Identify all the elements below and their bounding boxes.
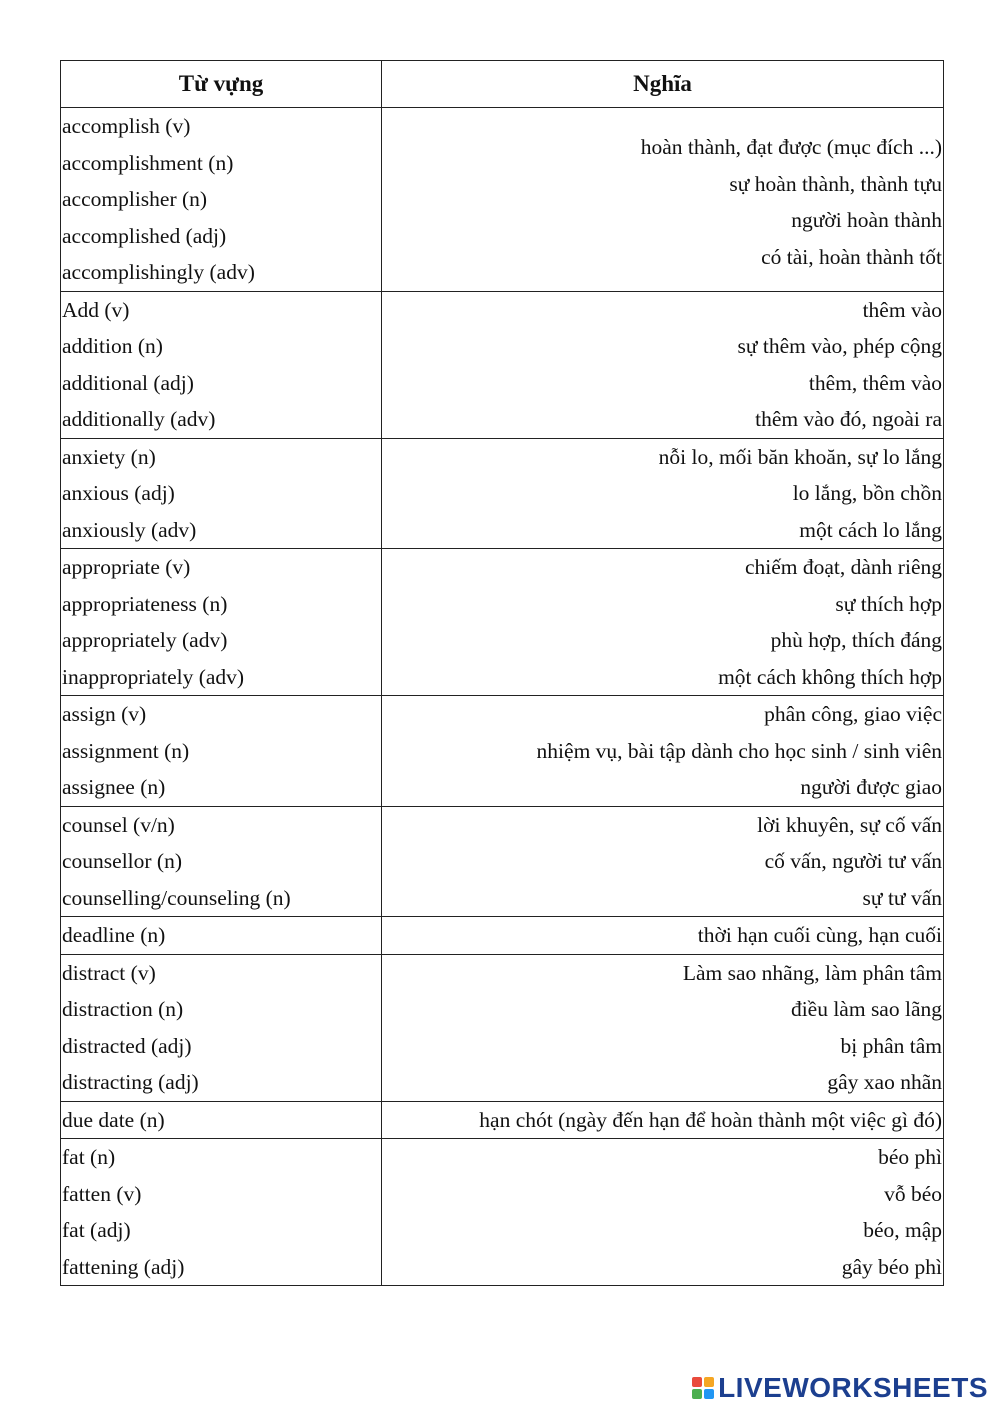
word-entry: addition (n) [62, 334, 163, 358]
word-entry: fattening (adj) [62, 1254, 185, 1279]
meaning-cell [382, 806, 944, 917]
meaning-entry: thêm vào [862, 297, 942, 322]
word-entry: due date (n) [62, 1107, 165, 1132]
word-cell [61, 438, 382, 549]
meaning-entry: thêm vào đó, ngoài ra [755, 407, 942, 431]
word-cell [61, 291, 382, 438]
header-meaning: Nghĩa [382, 61, 944, 108]
word-cell [61, 917, 382, 955]
liveworksheets-logo [692, 1372, 988, 1404]
meaning-entry: sự hoàn thành, thành tựu [729, 171, 942, 196]
meaning-entry: cố vấn, người tư vấn [764, 849, 942, 873]
word-entry: anxiously (adv) [62, 517, 197, 542]
word-entry: fat (n) [62, 1145, 116, 1169]
meaning-entry: hoàn thành, đạt được (mục đích ...) [640, 135, 942, 159]
word-entry: distracting (adj) [62, 1070, 199, 1094]
logo-square [692, 1389, 702, 1399]
word-cell [61, 1101, 382, 1139]
meaning-cell [382, 549, 944, 696]
word-entry: additional (adj) [62, 370, 194, 395]
meaning-entry: bị phân tâm [840, 1033, 942, 1058]
liveworksheets-logo-icon [692, 1377, 714, 1399]
meaning-cell [382, 917, 944, 955]
meaning-entry: phù hợp, thích đáng [770, 628, 942, 652]
word-entry: distracted (adj) [62, 1033, 192, 1058]
table-row [61, 917, 944, 955]
table-row [61, 108, 944, 292]
meaning-entry: chiếm đoạt, dành riêng [744, 555, 942, 579]
meaning-entry: người được giao [800, 775, 942, 799]
logo-square [704, 1377, 714, 1387]
word-entry: anxiety (n) [62, 444, 156, 469]
word-entry: additionally (adv) [62, 407, 216, 431]
meaning-cell [382, 108, 944, 292]
word-entry: accomplishingly (adv) [62, 260, 255, 284]
meaning-cell [382, 1139, 944, 1286]
vocabulary-table [60, 60, 944, 1286]
table-row [61, 549, 944, 696]
meaning-entry: vỗ béo [884, 1181, 942, 1206]
word-entry: distraction (n) [62, 997, 184, 1021]
logo-square [704, 1389, 714, 1399]
word-entry: deadline (n) [62, 923, 166, 947]
meaning-entry: thời hạn cuối cùng, hạn cuối [697, 923, 942, 947]
word-entry: fatten (v) [62, 1181, 142, 1206]
meaning-entry: người hoàn thành [791, 208, 942, 232]
word-entry: distract (v) [62, 960, 156, 985]
meaning-entry: nhiệm vụ, bài tập dành cho học sinh / sinh viên [536, 738, 942, 763]
word-cell [61, 108, 382, 292]
word-entry: assignment (n) [62, 738, 190, 763]
word-entry: counselling/counseling (n) [62, 885, 291, 910]
meaning-entry: nỗi lo, mối băn khoăn, sự lo lắng [658, 444, 942, 469]
word-entry: anxious (adj) [62, 481, 175, 505]
meaning-entry: có tài, hoàn thành tốt [761, 244, 942, 269]
meaning-entry: thêm, thêm vào [808, 370, 942, 395]
meaning-entry: hạn chót (ngày đến hạn để hoàn thành một việc gì đó) [479, 1107, 942, 1132]
meaning-cell [382, 291, 944, 438]
meaning-entry: béo phì [878, 1145, 942, 1169]
table-row [61, 806, 944, 917]
table-row [61, 291, 944, 438]
word-entry: counsel (v/n) [62, 812, 175, 837]
word-entry: accomplishment (n) [62, 150, 234, 175]
header-word: Từ vựng [61, 61, 382, 108]
meaning-cell [382, 438, 944, 549]
word-entry: appropriately (adv) [62, 628, 228, 652]
logo-square [692, 1377, 702, 1387]
word-entry: assignee (n) [62, 775, 166, 799]
word-cell [61, 696, 382, 807]
word-cell [61, 806, 382, 917]
meaning-entry: gây xao nhãn [827, 1070, 942, 1094]
word-cell [61, 549, 382, 696]
table-row [61, 1139, 944, 1286]
word-entry: inappropriately (adv) [62, 664, 245, 689]
meaning-entry: Làm sao nhãng, làm phân tâm [682, 960, 942, 985]
meaning-entry: phân công, giao việc [764, 702, 942, 726]
table-row [61, 954, 944, 1101]
word-entry: fat (adj) [62, 1218, 131, 1242]
word-entry: counsellor (n) [62, 849, 183, 873]
word-entry: accomplished (adj) [62, 223, 227, 248]
word-entry: accomplisher (n) [62, 187, 208, 211]
meaning-entry: lời khuyên, sự cố vấn [757, 812, 942, 837]
liveworksheets-logo-text: LIVEWORKSHEETS [718, 1372, 988, 1403]
word-entry: appropriate (v) [62, 555, 191, 579]
meaning-entry: sự thích hợp [835, 591, 942, 616]
table-row [61, 438, 944, 549]
word-cell [61, 954, 382, 1101]
meaning-entry: sự thêm vào, phép cộng [737, 334, 942, 358]
meaning-entry: điều làm sao lãng [790, 997, 942, 1021]
meaning-entry: sự tư vấn [862, 885, 942, 910]
meaning-cell [382, 954, 944, 1101]
word-cell [61, 1139, 382, 1286]
meaning-cell [382, 1101, 944, 1139]
word-entry: Add (v) [62, 297, 130, 322]
meaning-entry: gây béo phì [841, 1254, 942, 1279]
table-row [61, 696, 944, 807]
word-entry: assign (v) [62, 702, 147, 726]
table-row [61, 1101, 944, 1139]
meaning-entry: lo lắng, bồn chồn [792, 481, 942, 505]
meaning-entry: một cách lo lắng [799, 517, 942, 542]
word-entry: accomplish (v) [62, 114, 191, 138]
header-row [61, 61, 944, 108]
meaning-entry: một cách không thích hợp [718, 664, 942, 689]
meaning-entry: béo, mập [863, 1218, 942, 1242]
meaning-cell [382, 696, 944, 807]
word-entry: appropriateness (n) [62, 591, 228, 616]
